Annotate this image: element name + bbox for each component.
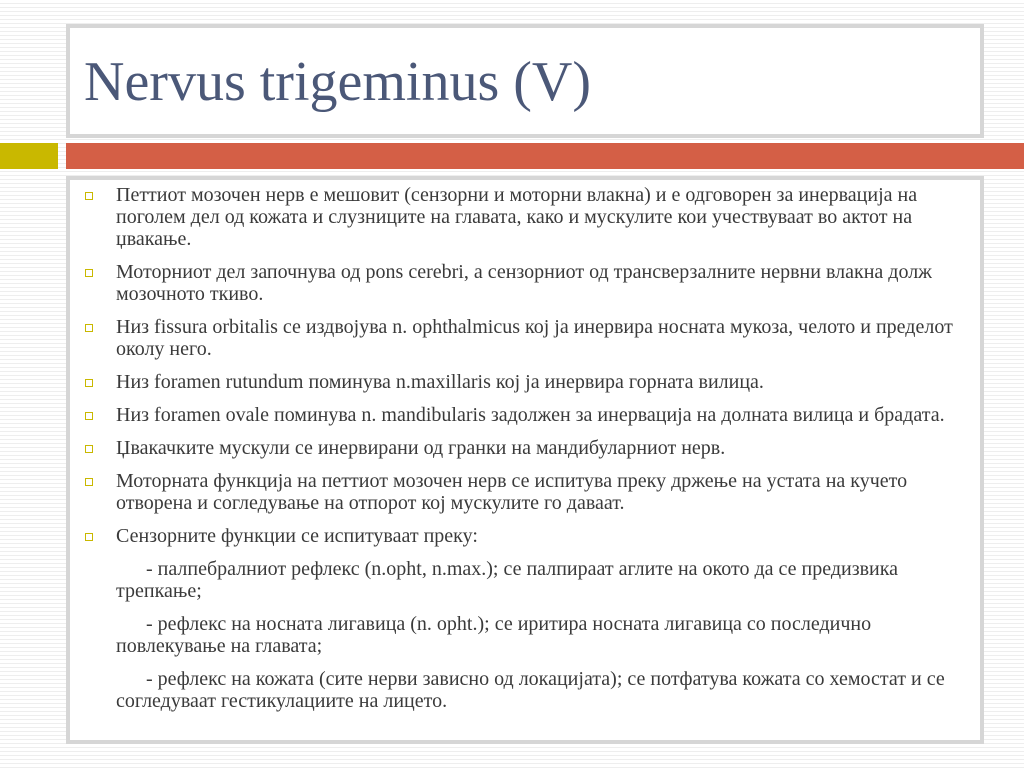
slide-title: Nervus trigeminus (V): [84, 51, 592, 113]
bullet-text: Низ foramen rutundum поминува n.maxillaris кој ја инервира горната вилица.: [116, 371, 764, 393]
square-bullet-icon: [85, 533, 93, 541]
bullet-text: Сензорните функции се испитуваат преку:: [116, 525, 478, 547]
bullet-item-2: [70, 261, 970, 305]
sub-item-1: [70, 558, 970, 602]
bullet-item-3: [70, 316, 970, 360]
bullet-text: Моторната функција на петтиот мозочен нерв се испитува преку држење на устата на кучето отворена и согледување на отпорот кој мускулите го даваат.: [116, 470, 908, 514]
bullet-text: Низ fissura orbitalis се издвојува n. ophthalmicus кој ја инервира носната мукоза, челото и пределот околу него.: [116, 316, 953, 360]
bullet-item-5: [70, 404, 970, 426]
square-bullet-icon: [85, 192, 93, 200]
square-bullet-icon: [85, 379, 93, 387]
square-bullet-icon: [85, 478, 93, 486]
accent-bar-orange: [66, 143, 1024, 169]
bullet-item-7: [70, 470, 970, 514]
sub-item-text: - палпебралниот рефлекс (n.opht, n.max.); се палпираат аглите на окото да се предизвика трепкање;: [116, 558, 899, 602]
sub-item-2: [70, 613, 970, 657]
bullet-text: Моторниот дел започнува од pons cerebri, а сензорниот од трансверзалните нервни влакна долж мозочното ткиво.: [116, 261, 932, 305]
title-box: [66, 24, 984, 138]
bullet-text: Петтиот мозочен нерв е мешовит (сензорни и моторни влакна) и е одговорен за инервација на поголем дел од кожата и слузниците на главата, како и мускулите кои учествуваат во актот на џвакање.: [116, 184, 918, 250]
sub-item-text: - рефлекс на носната лигавица (n. opht.); се иритира носната лигавица со последично повлекување на главата;: [116, 613, 872, 657]
square-bullet-icon: [85, 445, 93, 453]
square-bullet-icon: [85, 324, 93, 332]
square-bullet-icon: [85, 412, 93, 420]
bullet-text: Низ foramen ovale поминува n. mandibularis задолжен за инервација на долната вилица и брадата.: [116, 404, 945, 426]
sub-item-text: - рефлекс на кожата (сите нерви зависно од локацијата); се потфатува кожата со хемостат и се согледуваат гестикулациите на лицето.: [116, 668, 945, 712]
bullet-item-8: [70, 525, 970, 547]
sub-item-3: [70, 668, 970, 712]
bullet-item-4: [70, 371, 970, 393]
bullet-item-1: [70, 184, 970, 250]
bullet-list: [70, 184, 970, 723]
bullet-item-6: [70, 437, 970, 459]
content-box: [66, 176, 984, 744]
accent-bar-yellow: [0, 143, 58, 169]
bullet-text: Џвакачките мускули се инервирани од гранки на мандибуларниот нерв.: [116, 437, 726, 459]
square-bullet-icon: [85, 269, 93, 277]
